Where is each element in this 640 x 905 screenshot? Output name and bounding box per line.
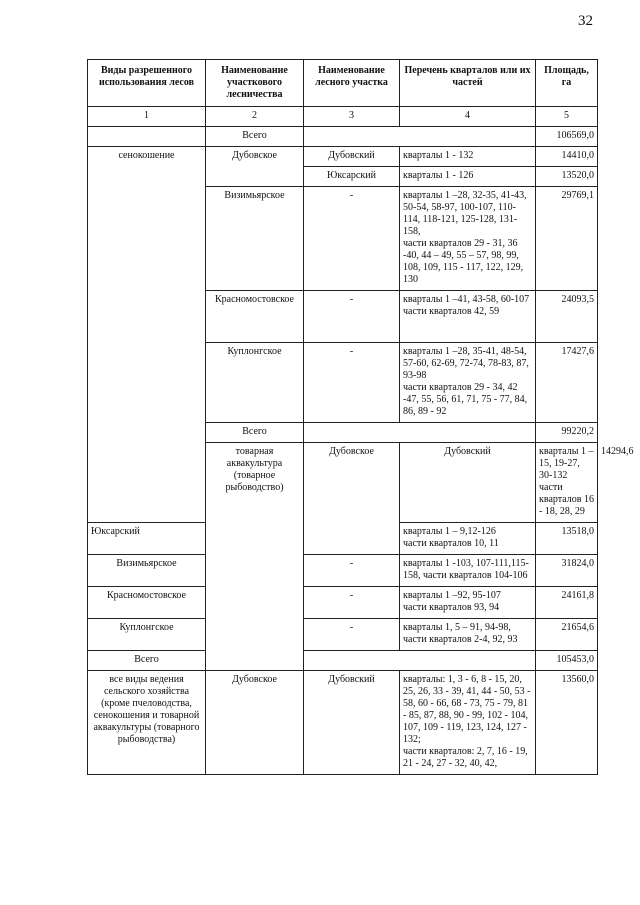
area-value: 13560,0 [536,671,598,775]
site-name: Дубовский [400,443,536,523]
site-name: - [304,343,400,423]
forestry-name: Куплонгское [88,619,206,651]
header-quarters: Перечень кварталов или их частей [400,60,536,107]
site-name: - [304,187,400,291]
site-name: - [304,291,400,343]
table-row: товарная аквакультура (товарное рыбоводство) Дубовское Дубовский кварталы 1 –15, 19-27, 30-132 части кварталов 16 - 18, 28, 29 14294,6 [88,443,598,523]
forestry-name: Визимьярское [206,187,304,291]
forest-use-table [87,59,634,775]
area-value: 13518,0 [536,523,598,555]
area-value: 21654,6 [536,619,598,651]
area-value: 31824,0 [536,555,598,587]
header-area: Площадь, га [536,60,598,107]
quarters-list: кварталы: 1, 3 - 6, 8 - 15, 20, 25, 26, 33 - 39, 41, 44 - 50, 53 - 58, 60 - 66, 68 - 73, 75 - 79, 81 - 85, 87, 88, 90 - 99, 102 - 104, 107, 109 - 119, 123, 124, 127 - 132; части кварталов: 2, 7, 16 - 19, 21 - 24, 27 - 32, 40, 42, [400,671,536,775]
site-name: - [304,587,400,619]
area-value: 13520,0 [536,167,598,187]
table-row [88,147,598,167]
table-row [88,127,598,147]
forestry-name: Красномостовское [206,291,304,343]
quarters-list: кварталы 1 – 9,12-126 части кварталов 10, 11 [400,523,536,555]
use-type: товарная аквакультура (товарное рыбоводство) [206,443,304,671]
area-value: 29769,1 [536,187,598,291]
total-label: Всего [88,651,206,671]
header-row [88,60,598,107]
total-label: Всего [206,423,304,443]
table-row [88,671,598,775]
site-name: Юксарский [304,167,400,187]
table-row [88,555,598,587]
quarters-list: кварталы 1 -103, 107-111,115- 158, части кварталов 104-106 [400,555,536,587]
col-number: 1 [88,107,206,127]
column-number-row [88,107,598,127]
use-type: сенокошение [88,147,206,523]
col-number: 5 [536,107,598,127]
quarters-list: кварталы 1 –92, 95-107 части кварталов 93, 94 [400,587,536,619]
col-number: 3 [304,107,400,127]
forestry-name: Куплонгское [206,343,304,423]
area-value: 17427,6 [536,343,598,423]
forestry-name: Дубовское [206,147,304,187]
quarters-list: кварталы 1 –28, 32-35, 41-43, 50-54, 58-97, 100-107, 110-114, 118-121, 125-128, 131-158, части кварталов 29 - 31, 36 -40, 44 – 49, 55 – 57, 98, 99, 108, 109, 115 - 117, 122, 129, 130 [400,187,536,291]
quarters-list: кварталы 1 –41, 43-58, 60-107 части кварталов 42, 59 [400,291,536,343]
total-area: 99220,2 [536,423,598,443]
quarters-list: кварталы 1 –28, 35-41, 48-54, 57-60, 62-69, 72-74, 78-83, 87, 93-98 части кварталов 29 - 34, 42 -47, 55, 56, 61, 71, 75 - 77, 84, 86, 89 - 92 [400,343,536,423]
forestry-name: Дубовское [206,671,304,775]
header-use-type: Виды разрешенного использования лесов [88,60,206,107]
site-name: - [304,555,400,587]
forestry-name: Дубовское [304,443,400,555]
table-row [88,587,598,619]
total-area: 106569,0 [536,127,598,147]
use-type: все виды ведения сельского хозяйства (кроме пчеловодства, сенокошения и товарной аквакультуры (товарного рыбоводства) [88,671,206,775]
quarters-list: кварталы 1 –15, 19-27, 30-132 части кварталов 16 - 18, 28, 29 [536,443,598,523]
forestry-name: Красномостовское [88,587,206,619]
total-area: 105453,0 [536,651,598,671]
site-name: Юксарский [88,523,206,555]
page-number: 32 [578,13,593,29]
col-number: 2 [206,107,304,127]
forestry-name: Визимьярское [88,555,206,587]
area-value: 24161,8 [536,587,598,619]
quarters-list: кварталы 1 - 132 [400,147,536,167]
table-row [88,651,598,671]
area-value: 24093,5 [536,291,598,343]
site-name: Дубовский [304,147,400,167]
col-number: 4 [400,107,536,127]
site-name: - [304,619,400,651]
header-forestry: Наименование участкового лесничества [206,60,304,107]
quarters-list: кварталы 1 - 126 [400,167,536,187]
total-label: Всего [206,127,304,147]
site-name: Дубовский [304,671,400,775]
header-site: Наименование лесного участка [304,60,400,107]
table-row [88,619,598,651]
area-value: 14410,0 [536,147,598,167]
quarters-list: кварталы 1, 5 – 91, 94-98, части кварталов 2-4, 92, 93 [400,619,536,651]
